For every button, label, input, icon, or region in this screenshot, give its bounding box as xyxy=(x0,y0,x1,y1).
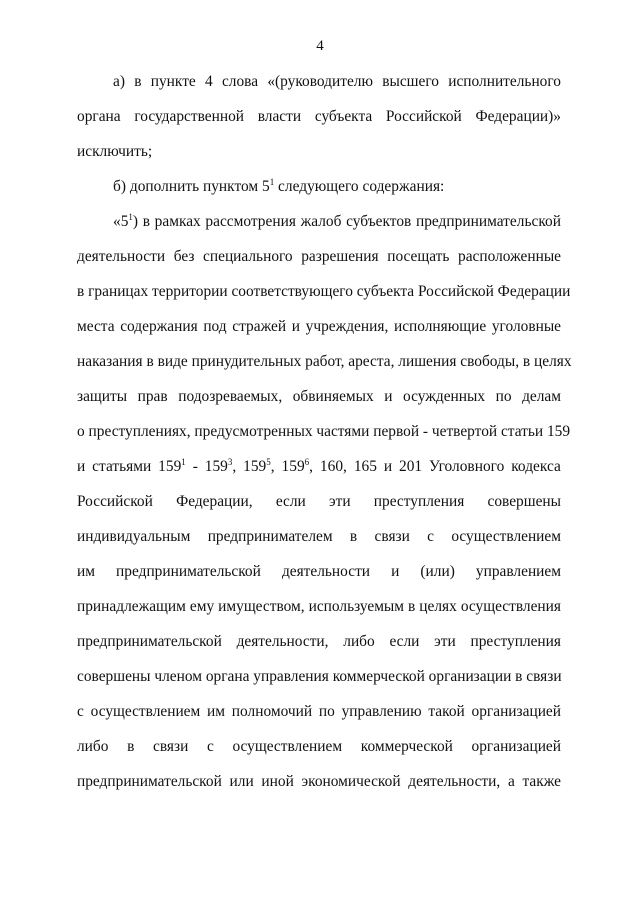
text-line-17: предпринимательской деятельности, либо если эти преступления xyxy=(77,633,561,650)
text-line-14: индивидуальным предпринимателем в связи с осуществлением xyxy=(77,528,561,545)
text-line-15: им предпринимательской деятельности и (или) управлением xyxy=(77,563,561,580)
text-line-10: защиты прав подозреваемых, обвиняемых и осужденных по делам xyxy=(77,388,561,405)
text-line-16: принадлежащим ему имуществом, используемым в целях осуществления xyxy=(77,598,561,615)
page-number: 4 xyxy=(316,38,324,54)
text-line-19: с осуществлением им полномочий по управлению такой организацией xyxy=(77,703,561,720)
text-line-13: Российской Федерации, если эти преступления совершены xyxy=(77,493,561,510)
text-line-3: исключить; xyxy=(77,143,153,160)
text-line-21: предпринимательской или иной экономической деятельности, а также xyxy=(77,773,561,790)
text-line-18: совершены членом органа управления коммерческой организации в связи xyxy=(77,668,562,685)
text-line-8: места содержания под стражей и учреждения, исполняющие уголовные xyxy=(77,318,561,335)
text-line-2: органа государственной власти субъекта Российской Федерации)» xyxy=(77,108,561,125)
text-line-9: наказания в виде принудительных работ, ареста, лишения свободы, в целях xyxy=(77,353,572,370)
text-line-1: а) в пункте 4 слова «(руководителю высшего исполнительного xyxy=(113,73,561,90)
text-line-7: в границах территории соответствующего субъекта Российской Федерации xyxy=(77,283,571,300)
text-line-20: либо в связи с осуществлением коммерческой организацией xyxy=(77,738,561,755)
text-line-6: деятельности без специального разрешения посещать расположенные xyxy=(77,248,561,265)
text-line-5: «$5^1$) в рамках рассмотрения жалоб субъектов предпринимательской xyxy=(113,212,561,230)
text-line-4: б) дополнить пунктом $5^1$ следующего содержания: xyxy=(113,177,445,195)
text-line-11: о преступлениях, предусмотренных частями первой - четвертой статьи 159 xyxy=(77,423,571,440)
text-line-12: и статьями $159^1 - 159^3$, $159^5$, $159^6$, 160, 165 и 201 Уголовного кодекса xyxy=(77,457,561,475)
